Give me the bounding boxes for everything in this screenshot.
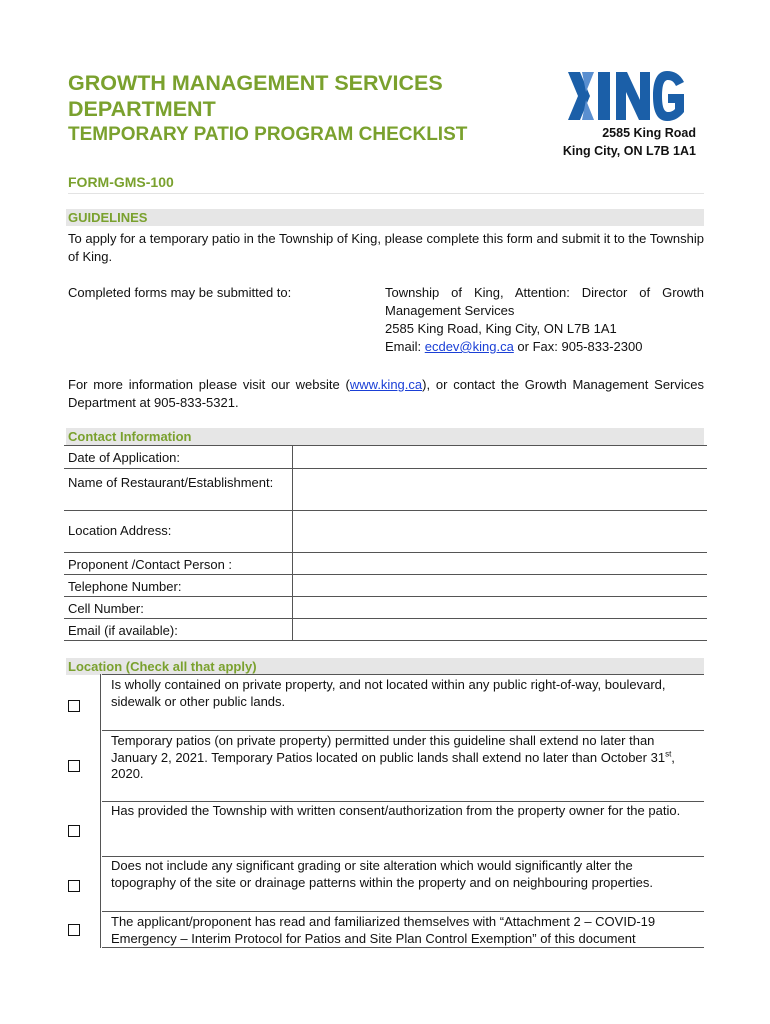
list-item [62,730,704,801]
telephone-field[interactable] [293,575,708,597]
table-row [64,619,707,641]
table-row [64,469,707,511]
website-link[interactable]: www.king.ca [349,377,423,392]
submit-contact-line [385,338,704,356]
ordinal-suffix: st [665,749,672,759]
table-row [64,553,707,575]
row-border [102,947,704,948]
location-address-field[interactable] [293,511,708,553]
date-of-application-field[interactable] [293,446,708,469]
checklist-item-text [111,733,701,783]
cell-number-field[interactable] [293,597,708,619]
checklist-item-text: Has provided the Township with written consent/authorization from the property owner for the patio. [111,803,681,818]
king-logo [566,70,686,122]
checklist-item-text: Does not include any significant grading or site alteration which would significantly alter the topography of the site or drainage patterns within the property and on neighbouring properties. [111,858,654,890]
table-row [64,597,707,619]
table-row [64,575,707,597]
address-line-1: 2585 King Road [602,126,696,140]
guidelines-heading: GUIDELINES [68,210,148,225]
list-item [62,856,704,911]
submit-label: Completed forms may be submitted to: [68,285,292,300]
fax-text: or Fax: 905-833-2300 [513,339,643,354]
checkbox-patio-dates[interactable] [68,760,80,772]
guidelines-intro: To apply for a temporary patio in the Township of King, please complete this form and submit it to the Township of King. [68,231,704,264]
more-info-paragraph [68,376,704,412]
email-field[interactable] [293,619,708,641]
establishment-name-field[interactable] [293,469,708,511]
field-label: Date of Application: [64,446,293,469]
checkbox-private-property[interactable] [68,700,80,712]
row-border [102,801,704,802]
field-label: Location Address: [64,511,293,553]
guidelines-section-bar [66,209,704,226]
field-label: Telephone Number: [64,575,293,597]
more-info-suffix: ), or contact the Growth Management Services Department at 905-833-5321. [68,377,704,410]
submit-address [385,284,704,356]
checklist-item-text: The applicant/proponent has read and familiarized themselves with “Attachment 2 – COVID-19 Emergency – Interim Protocol for Patios and Site Plan Control Exemption” of this document [111,914,656,946]
contact-info-table [64,445,707,641]
row-border [102,856,704,857]
form-title: TEMPORARY PATIO PROGRAM CHECKLIST [68,124,468,145]
more-info-prefix: For more information please visit our website ( [68,377,350,392]
row-border [102,674,704,675]
list-item [62,911,704,948]
field-label: Cell Number: [64,597,293,619]
header-divider [68,193,704,194]
item-text-tail: , 2020. [111,749,675,781]
item-text: Temporary patios (on private property) permitted under this guideline shall extend no later than January 2, 2021. Temporary Patios located on public lands shall extend no later than October 31 [111,733,666,765]
address-line-2: King City, ON L7B 1A1 [562,144,696,158]
municipal-address [563,124,696,160]
checklist-item-text: Is wholly contained on private property, and not located within any public right-of-way, boulevard, sidewalk or other public lands. [111,677,666,709]
submit-line-2: 2585 King Road, King City, ON L7B 1A1 [385,321,617,336]
checkbox-owner-consent[interactable] [68,825,80,837]
email-link[interactable]: ecdev@king.ca [424,339,514,354]
list-item [62,674,704,730]
table-row [64,446,707,469]
department-title: GROWTH MANAGEMENT SERVICES DEPARTMENT [68,71,443,121]
location-heading: Location (Check all that apply) [68,659,257,674]
contact-person-field[interactable] [293,553,708,575]
field-label: Proponent /Contact Person : [64,553,293,575]
field-label: Name of Restaurant/Establishment: [64,469,293,511]
table-row [64,511,707,553]
checkbox-grading[interactable] [68,880,80,892]
contact-heading: Contact Information [68,429,192,444]
contact-section-bar [66,428,704,445]
row-border [102,730,704,731]
email-prefix: Email: [385,339,425,354]
list-item [62,801,704,856]
location-section-bar [66,658,704,675]
submit-line-1: Township of King, Attention: Director of Growth Management Services [385,285,704,318]
checkbox-attachment-read[interactable] [68,924,80,936]
field-label: Email (if available): [64,619,293,641]
location-checklist [62,674,704,948]
row-border [102,911,704,912]
form-number: FORM-GMS-100 [68,174,174,190]
